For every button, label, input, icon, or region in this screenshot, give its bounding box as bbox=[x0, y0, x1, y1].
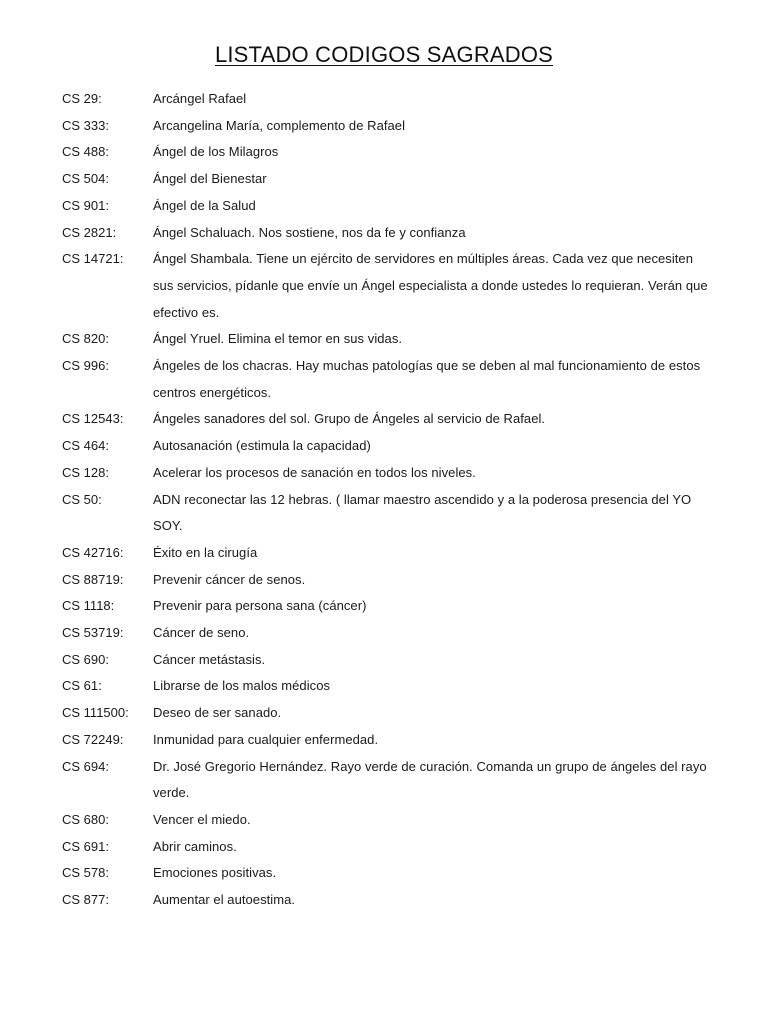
code-entry bbox=[62, 433, 712, 460]
code-entry bbox=[62, 727, 712, 754]
entry-code: CS 901: bbox=[62, 197, 109, 213]
entry-description: Emociones positivas. bbox=[153, 865, 277, 881]
code-entry bbox=[62, 86, 712, 113]
entry-description: Ángel de los Milagros bbox=[153, 144, 279, 160]
code-entry bbox=[62, 220, 712, 247]
entry-description: Abrir caminos. bbox=[153, 838, 237, 854]
entry-description: Prevenir cáncer de senos. bbox=[153, 571, 306, 587]
code-entry bbox=[62, 246, 712, 326]
code-list bbox=[62, 86, 712, 914]
entry-code: CS 996: bbox=[62, 358, 109, 374]
entry-code: CS 333: bbox=[62, 117, 109, 133]
code-entry bbox=[62, 647, 712, 674]
document-title: LISTADO CODIGOS SAGRADOS bbox=[214, 42, 554, 67]
entry-description: Inmunidad para cualquier enfermedad. bbox=[153, 731, 379, 747]
entry-description: ADN reconectar las 12 hebras. ( llamar maestro ascendido y a la poderosa presencia del YO SOY. bbox=[153, 491, 692, 534]
entry-description: Ángel de la Salud bbox=[153, 197, 256, 213]
entry-description: Éxito en la cirugía bbox=[153, 544, 258, 560]
code-entry bbox=[62, 754, 712, 807]
code-entry bbox=[62, 353, 712, 406]
code-entry bbox=[62, 406, 712, 433]
entry-description: Dr. José Gregorio Hernández. Rayo verde de curación. Comanda un grupo de ángeles del rayo verde. bbox=[153, 758, 707, 801]
entry-code: CS 111500: bbox=[62, 705, 129, 721]
entry-code: CS 690: bbox=[62, 651, 109, 667]
entry-description: Deseo de ser sanado. bbox=[153, 705, 282, 721]
entry-code: CS 2821: bbox=[62, 224, 117, 240]
entry-code: CS 29: bbox=[62, 91, 102, 106]
code-entry bbox=[62, 807, 712, 834]
entry-code: CS 488: bbox=[62, 144, 109, 160]
entry-code: CS 578: bbox=[62, 865, 109, 881]
entry-description: Ángel Yruel. Elimina el temor en sus vidas. bbox=[153, 331, 403, 347]
entry-description: Ángel Schaluach. Nos sostiene, nos da fe y confianza bbox=[153, 224, 466, 240]
entry-code: CS 680: bbox=[62, 811, 109, 827]
code-entry bbox=[62, 193, 712, 220]
code-entry bbox=[62, 540, 712, 567]
entry-description: Prevenir para persona sana (cáncer) bbox=[153, 598, 367, 614]
code-entry bbox=[62, 139, 712, 166]
entry-description: Arcángel Rafael bbox=[153, 91, 247, 106]
entry-code: CS 128: bbox=[62, 464, 109, 480]
entry-description: Acelerar los procesos de sanación en todos los niveles. bbox=[153, 464, 476, 480]
entry-code: CS 61: bbox=[62, 678, 102, 694]
entry-code: CS 50: bbox=[62, 491, 102, 507]
entry-description: Ángeles de los chacras. Hay muchas patologías que se deben al mal funcionamiento de estos centros energéticos. bbox=[153, 358, 701, 400]
entry-description: Autosanación (estimula la capacidad) bbox=[153, 438, 371, 454]
entry-code: CS 53719: bbox=[62, 625, 124, 641]
entry-description: Cáncer metástasis. bbox=[153, 651, 266, 667]
code-entry bbox=[62, 567, 712, 594]
code-entry bbox=[62, 113, 712, 140]
entry-code: CS 820: bbox=[62, 331, 109, 347]
code-entry bbox=[62, 673, 712, 700]
entry-code: CS 877: bbox=[62, 892, 109, 908]
code-entry bbox=[62, 460, 712, 487]
code-entry bbox=[62, 700, 712, 727]
entry-code: CS 12543: bbox=[62, 411, 124, 427]
code-entry bbox=[62, 166, 712, 193]
code-entry bbox=[62, 887, 712, 914]
entry-description: Aumentar el autoestima. bbox=[153, 892, 296, 908]
entry-code: CS 694: bbox=[62, 758, 109, 774]
entry-code: CS 72249: bbox=[62, 731, 124, 747]
code-entry bbox=[62, 326, 712, 353]
code-entry bbox=[62, 487, 712, 540]
entry-description: Cáncer de seno. bbox=[153, 625, 250, 641]
entry-code: CS 14721: bbox=[62, 251, 124, 267]
entry-description: Ángel Shambala. Tiene un ejército de servidores en múltiples áreas. Cada vez que necesiten sus servicios, pídanle que envíe un Ángel especialista a donde ustedes lo requieran. Verán que efectivo es. bbox=[153, 251, 708, 320]
code-entry bbox=[62, 860, 712, 887]
code-entry bbox=[62, 620, 712, 647]
code-entry bbox=[62, 593, 712, 620]
entry-description: Vencer el miedo. bbox=[153, 811, 251, 827]
entry-code: CS 1118: bbox=[62, 598, 115, 614]
entry-description: Ángeles sanadores del sol. Grupo de Ángeles al servicio de Rafael. bbox=[153, 411, 546, 427]
entry-code: CS 88719: bbox=[62, 571, 124, 587]
entry-description: Arcangelina María, complemento de Rafael bbox=[153, 117, 406, 133]
entry-code: CS 691: bbox=[62, 838, 109, 854]
entry-description: Ángel del Bienestar bbox=[153, 171, 267, 187]
entry-code: CS 42716: bbox=[62, 544, 124, 560]
entry-description: Librarse de los malos médicos bbox=[153, 678, 331, 694]
entry-code: CS 464: bbox=[62, 438, 109, 454]
entry-code: CS 504: bbox=[62, 171, 109, 187]
code-entry bbox=[62, 834, 712, 861]
